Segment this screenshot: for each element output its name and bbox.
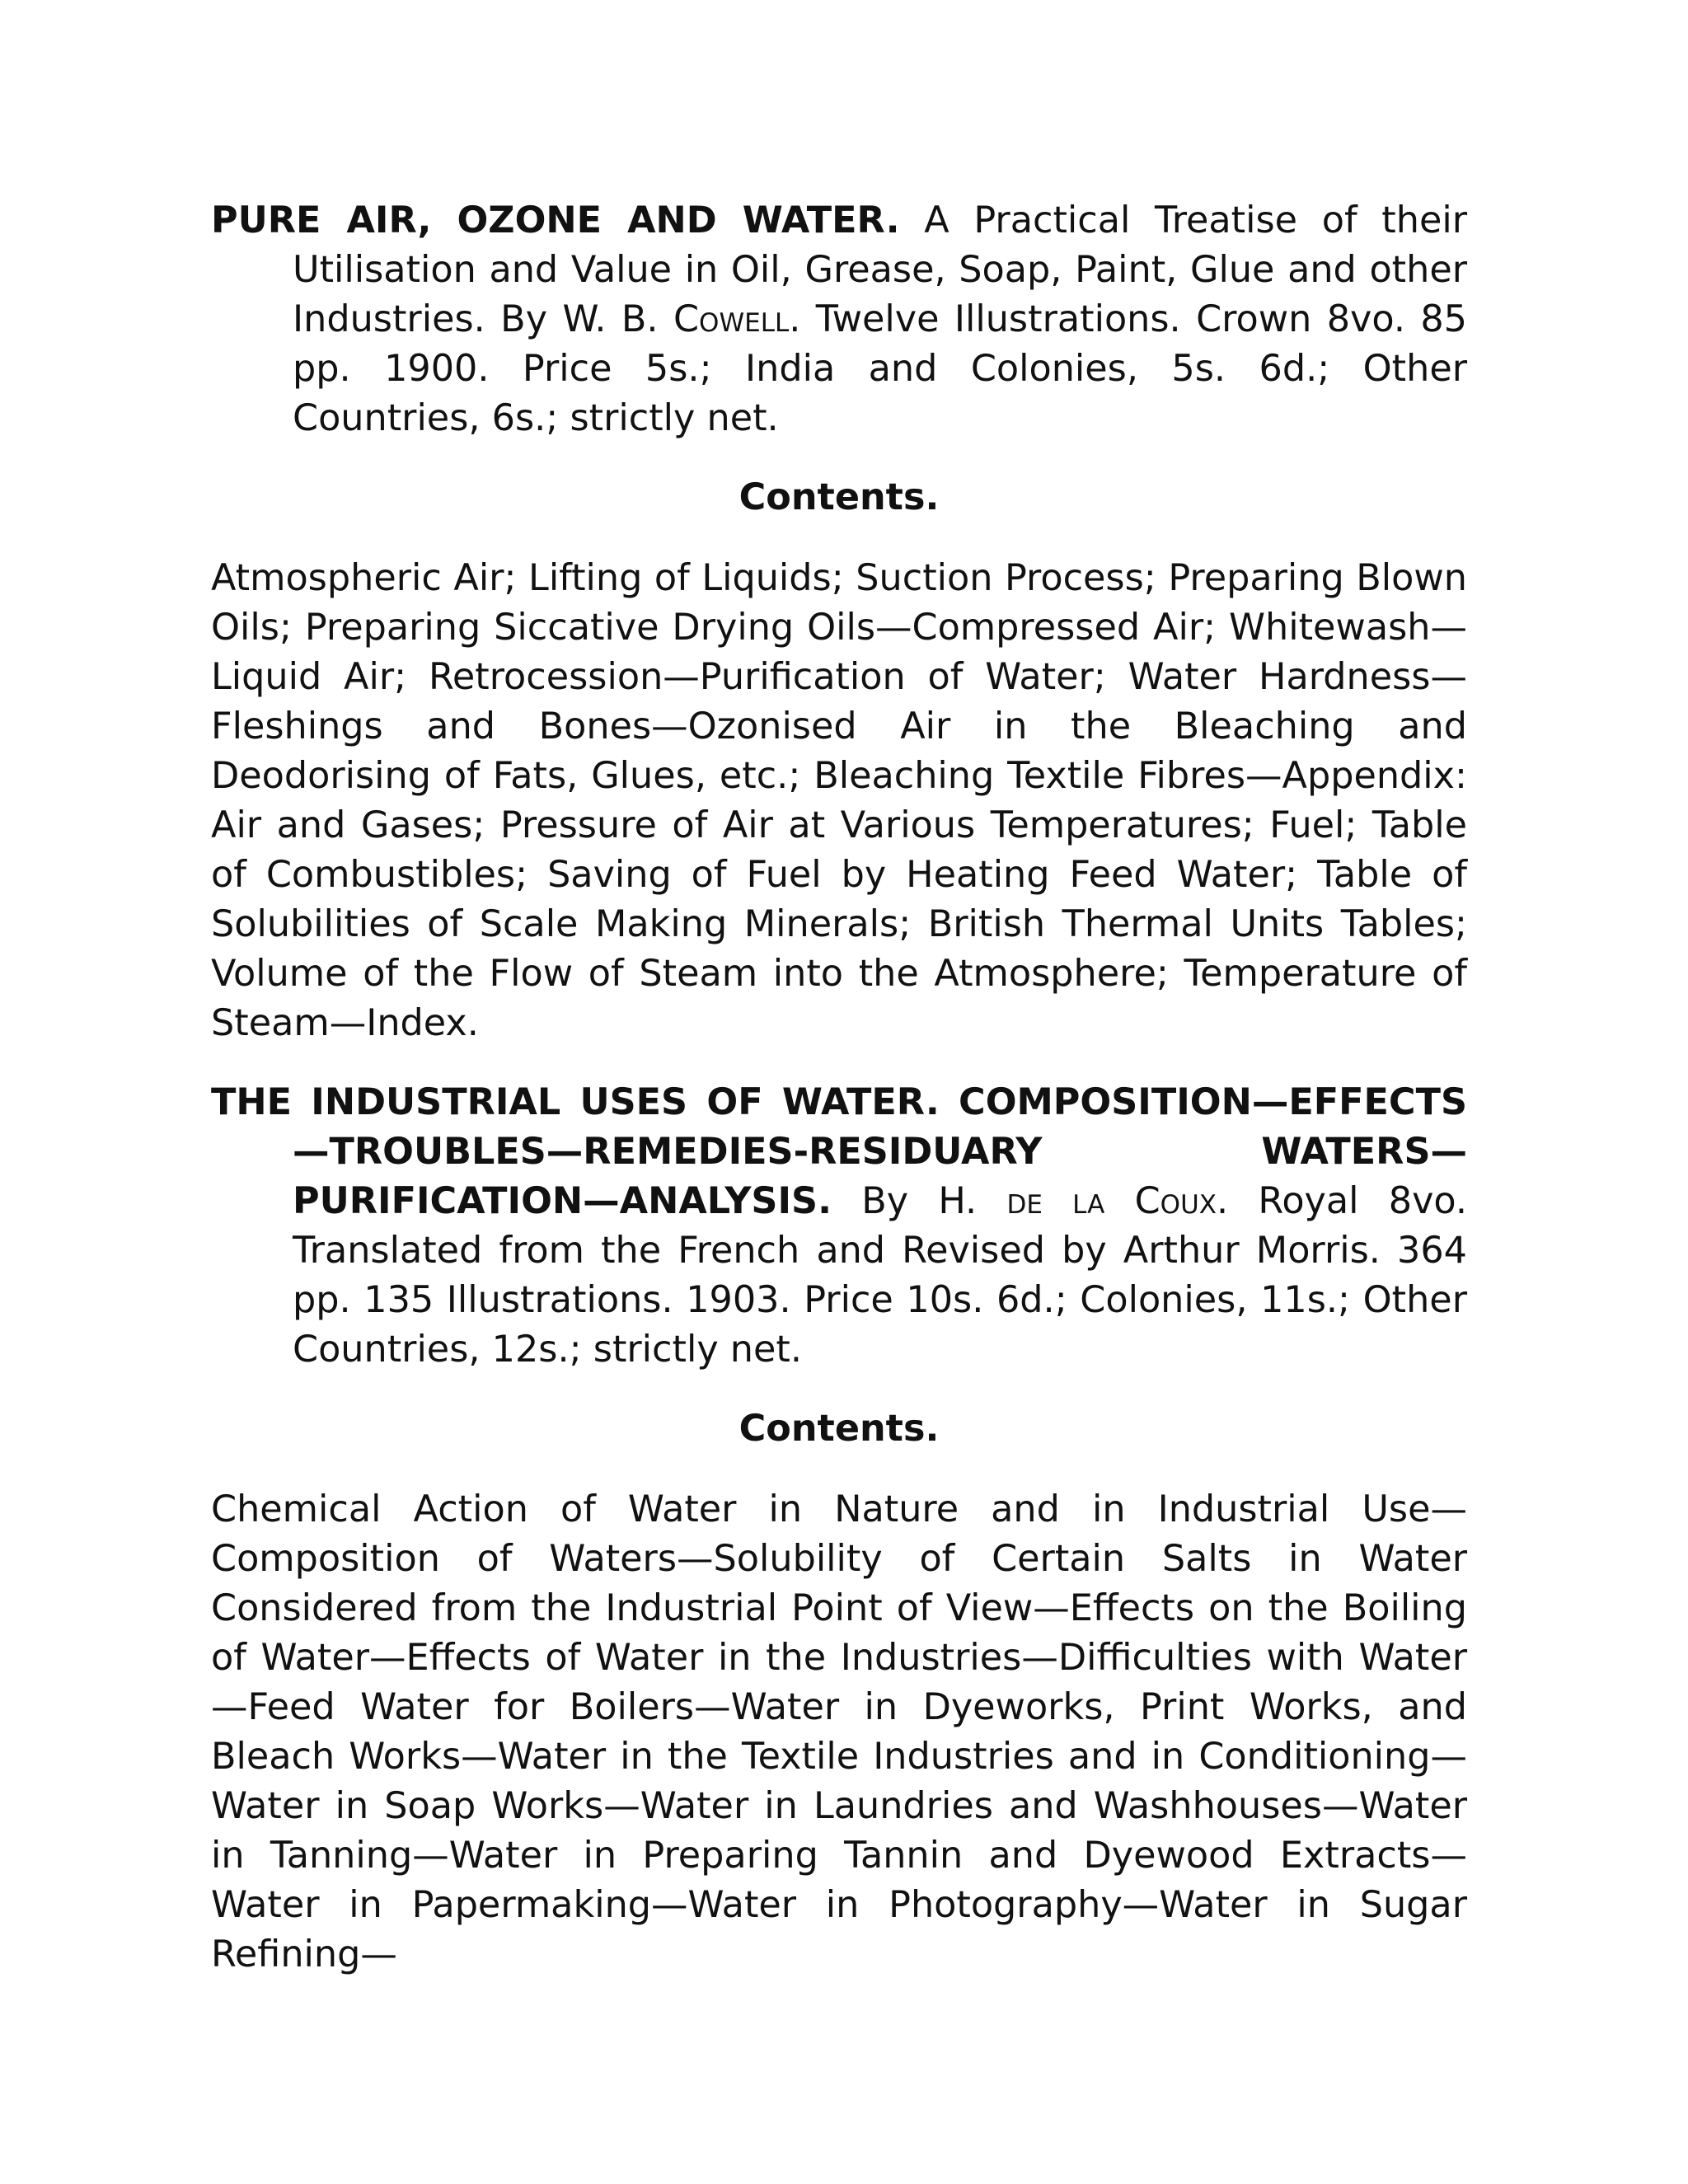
contents-list: Atmospheric Air; Lifting of Liquids; Suction Process; Preparing Blown Oils; Preparing Siccative Drying Oils—Compressed Air; Whitewash—Liquid Air; Retrocession—Purification of Water; Water Hardness—Fleshings and Bones—Ozonised Air in the Bleaching and Deodorising of Fats, Glues, etc.; Bleaching Textile Fibres—Appendix: Air and Gases; Pressure of Air at Various Temperatures; Fuel; Table of Combustibles; Saving of Fuel by Heating Feed Water; Table of Solubilities of Scale Making Minerals; British Thermal Units Tables; Volume of the Flow of Steam into the Atmosphere; Temperature of Steam—Index.	[211, 557, 1467, 1044]
contents-list: Chemical Action of Water in Nature and in Industrial Use—Composition of Waters—Solubility of Certain Salts in Water Considered from the Industrial Point of View—Effects on the Boiling of Water—Effects of Water in the Industries—Difficulties with Water—Feed Water for Boilers—Water in Dyeworks, Print Works, and Bleach Works—Water in the Textile Industries and in Conditioning—Water in Soap Works—Water in Laundries and Washhouses—Water in Tanning—Water in Preparing Tannin and Dyewood Extracts—Water in Papermaking—Water in Photography—Water in Sugar Refining—	[211, 1488, 1467, 1975]
book-entry-industrial-uses-of-water	[211, 1078, 1467, 1375]
book-description-details: . Royal 8vo. Translated from the French and Revised by Arthur Morris. 364 pp. 135 Illustrations. 1903. Price 10s. 6d.; Colonies, 11s.; Other Countries, 12s.; strictly net.	[293, 1180, 1467, 1371]
book-title: PURE AIR, OZONE AND WATER.	[211, 199, 900, 241]
book-author: Cowell	[673, 298, 790, 340]
contents-heading: Contents.	[738, 476, 940, 518]
book-description: By H.	[832, 1180, 1007, 1222]
section-spacer	[211, 1048, 1467, 1078]
book-author: de la Coux	[1006, 1180, 1217, 1222]
contents-heading: Contents.	[738, 1408, 940, 1450]
book-title: THE INDUSTRIAL USES OF WATER. COMPOSITION—EFFECTS—TROUBLES—REMEDIES-RESIDUARY WATERS—PURIFICATION—ANALYSIS.	[211, 1081, 1467, 1222]
book-description: A Practical Treatise of their Utilisation and Value in Oil, Grease, Soap, Paint, Glue and other Industries. By W. B.	[293, 199, 1467, 340]
book-entry-pure-air	[211, 196, 1467, 443]
catalogue-page	[211, 196, 1467, 1980]
book-description-details: . Twelve Illustrations. Crown 8vo. 85 pp. 1900. Price 5s.; India and Colonies, 5s. 6d.; Other Countries, 6s.; strictly net.	[293, 298, 1467, 439]
